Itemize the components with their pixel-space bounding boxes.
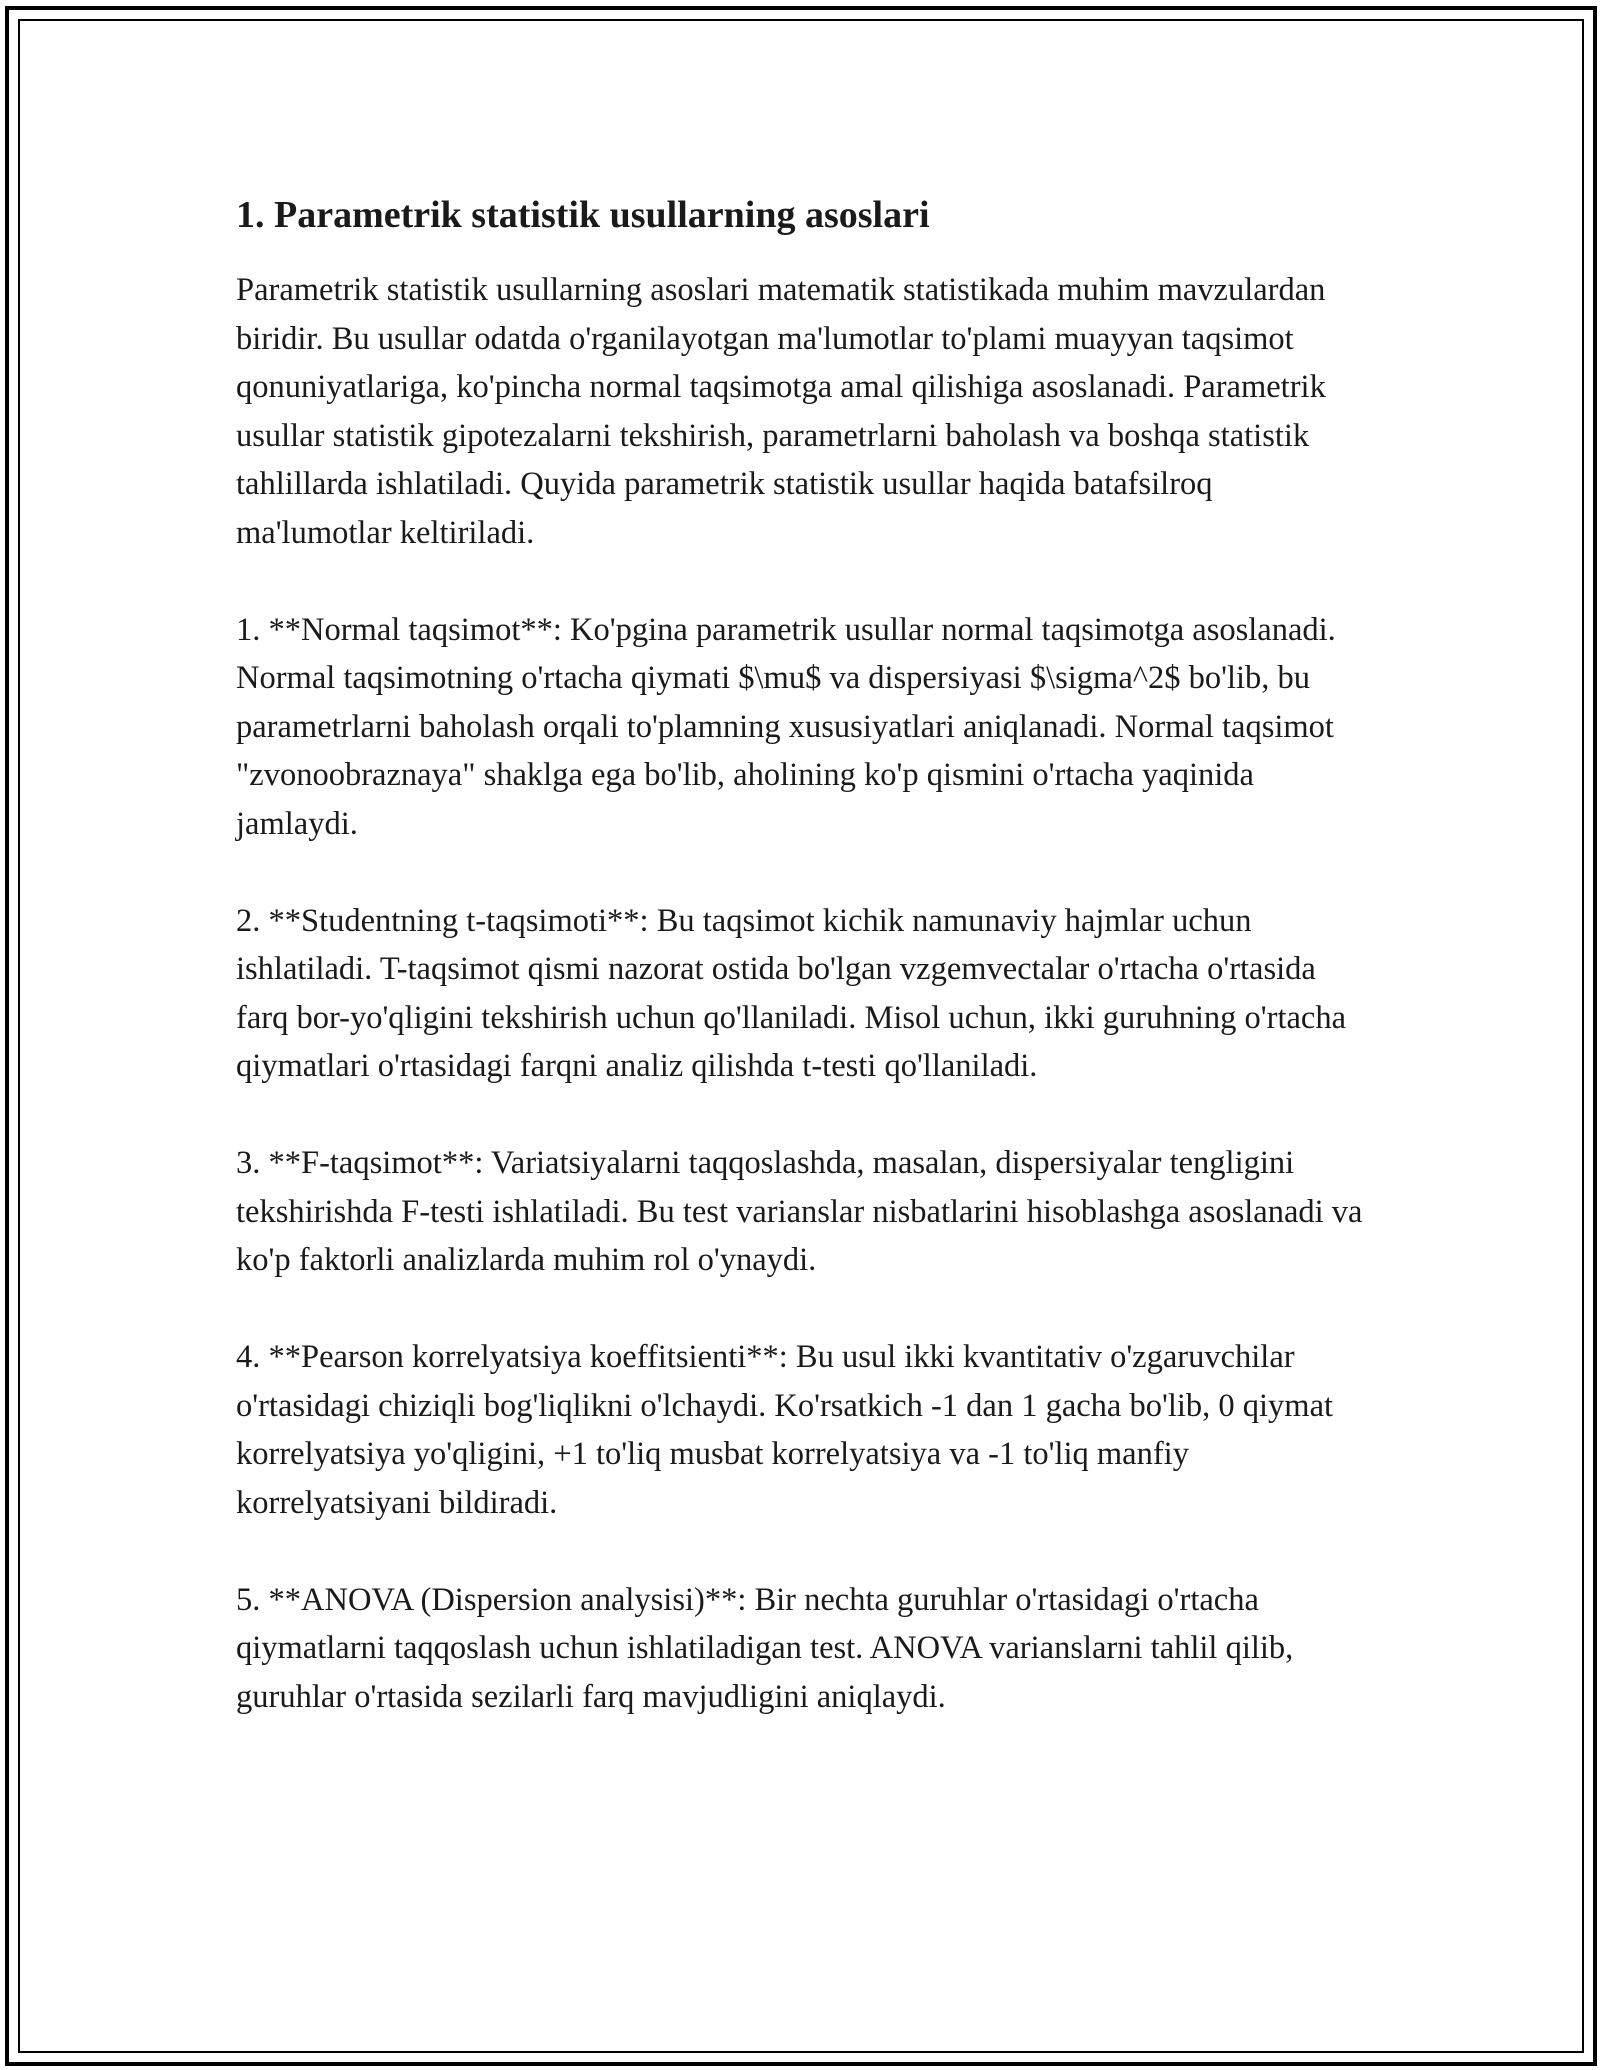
item-normal-distribution: 1. **Normal taqsimot**: Ko'pgina parametrik usullar normal taqsimotga asoslanadi. Normal taqsimotning o'rtacha qiymati $\mu$ va dispersiyasi $\sigma^2$ bo'lib, bu parametrlarni baholash orqali to'plamning xususiyatlari aniqlanadi. Normal taqsimot "zvonoobraznaya" shaklga ega bo'lib, aholining ko'p qismini o'rtacha yaqinida jamlaydi.	[236, 611, 1336, 842]
item-anova: 5. **ANOVA (Dispersion analysisi)**: Bir nechta guruhlar o'rtasidagi o'rtacha qiymatlarni taqqoslash uchun ishlatiladigan test. ANOVA varianslarni tahlil qilib, guruhlar o'rtasida sezilarli farq mavjudligini aniqlaydi.	[236, 1581, 1294, 1715]
document-body	[236, 192, 1376, 1721]
item-student-t-distribution: 2. **Studentning t-taqsimoti**: Bu taqsimot kichik namunaviy hajmlar uchun ishlatiladi. T-taqsimot qismi nazorat ostida bo'lgan vzgemvectalar o'rtacha o'rtasida farq bor-yo'qligini tekshirish uchun qo'llaniladi. Misol uchun, ikki guruhning o'rtacha qiymatlari o'rtasidagi farqni analiz qilishda t-testi qo'llaniladi.	[236, 902, 1346, 1084]
intro-paragraph: Parametrik statistik usullarning asoslari matematik statistikada muhim mavzulardan biridir. Bu usullar odatda o'rganilayotgan ma'lumotlar to'plami muayyan taqsimot qonuniyatlariga, ko'pincha normal taqsimotga amal qilishiga asoslanadi. Parametrik usullar statistik gipotezalarni tekshirish, parametrlarni baholash va boshqa statistik tahlillarda ishlatiladi. Quyida parametrik statistik usullar haqida batafsilroq ma'lumotlar keltiriladi.	[236, 272, 1326, 551]
item-f-distribution: 3. **F-taqsimot**: Variatsiyalarni taqqoslashda, masalan, dispersiyalar tengligini tekshirishda F-testi ishlatiladi. Bu test varianslar nisbatlarini hisoblashga asoslanadi va ko'p faktorli analizlarda muhim rol o'ynaydi.	[236, 1145, 1363, 1278]
item-pearson-correlation: 4. **Pearson korrelyatsiya koeffitsienti**: Bu usul ikki kvantitativ o'zgaruvchilar o'rtasidagi chiziqli bog'liqlikni o'lchaydi. Ko'rsatkich -1 dan 1 gacha bo'lib, 0 qiymat korrelyatsiya yo'qligini, +1 to'liq musbat korrelyatsiya va -1 to'liq manfiy korrelyatsiyani bildiradi.	[236, 1339, 1334, 1521]
section-heading: 1. Parametrik statistik usullarning asoslari	[236, 194, 930, 236]
